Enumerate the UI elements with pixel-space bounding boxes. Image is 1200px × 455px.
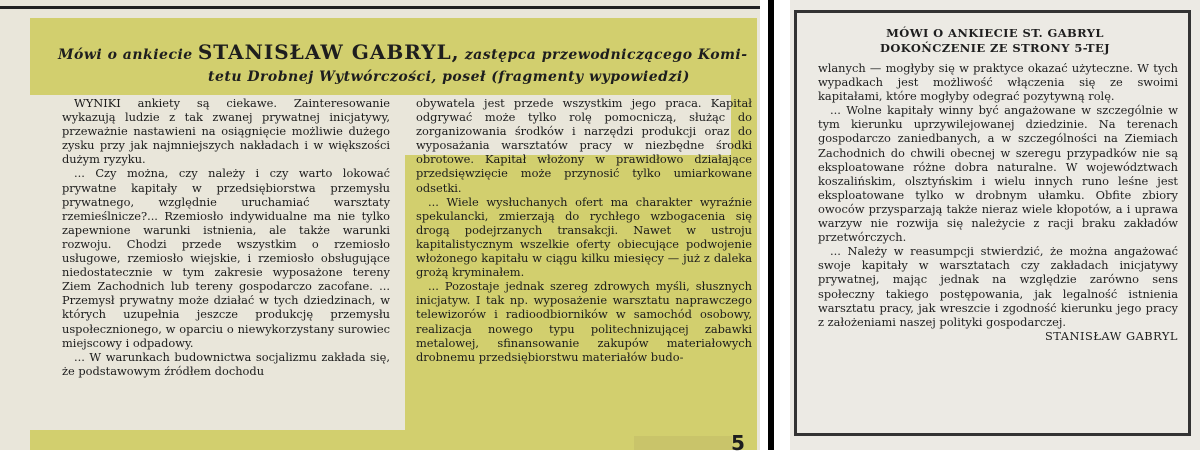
author-name: STANISŁAW GABRYL, [197,40,460,64]
author-signature: STANISŁAW GABRYL [1045,328,1178,343]
paragraph: ... Czy można, czy należy i czy warto lokować prywatne kapitały w przedsiębiorstwa przemysłu prywatnego, względnie uruchamiać warsztaty rzemieślnicze?... Rzemiosło indywidualne ma nie tylko zapewnione warunki istnienia, ale także warunki rozwoju. Chodzi przede wszystkim o rzemiosło usługowe, rzemiosło wiejskie, i rzemiosło obsługujące niedostatecznie w tym zakresie wyposażone tereny Ziem Zachodnich lub tereny gospodarczo zacofane. ... Przemysł prywatny może działać w tych dziedzinach, w których uzupełnia jeszcze produkcję przemysłu uspołecznionego, w oparciu o niewykorzystany surowiec miejscowy i odpadowy. [62,166,390,350]
right-page [790,0,1200,450]
gutter-divider [768,0,774,450]
header-line-1 [58,40,748,64]
paragraph: ... Pozostaje jednak szereg zdrowych myśli, słusznych inicjatyw. I tak np. wyposażenie warsztatu naprawczego telewizorów i radioodbiorników w samochód osobowy, realizacja nowego typu politechnizującej zabawki metalowej, sfinansowanie zakupów materiałowych drobnemu przedsiębiorstwu materiałów budo- [416,279,752,364]
header-line-2 [208,66,690,85]
paragraph: wlanych — mogłyby się w praktyce okazać użyteczne. W tych wypadkach jest możliwość włączenia się ze swoimi kapitałami, które mogłyby odegrać pozytywną rolę. [818,61,1178,104]
continuation-column [818,61,1178,343]
article-column-2 [416,96,752,364]
page-number: 5 [731,431,745,455]
paragraph: ... Wiele wysłuchanych ofert ma charakter wyraźnie spekulancki, zmierzają do rychłego wzbogacenia się drogą podejrzanych transakcji. Nawet w ustroju kapitalistycznym wszelkie oferty obiecujące podwojenie włożonego kapitału w ciągu kilku miesięcy — już z daleka grożą kryminałem. [416,194,752,280]
header-intro: Mówi o ankiecie [58,47,193,63]
paragraph: obywatela jest przede wszystkim jego praca. Kapitał odgrywać może tylko rolę pomocniczą, służąc do zorganizowania środków i narzędzi produkcji oraz do wyposażania warsztatów pracy w niezbędne środki obrotowe. Kapitał włożony w prawidłowo działające przedsięwzięcie może przynosić tylko umiarkowane odsetki. [416,96,752,195]
heading-subtitle: DOKOŃCZENIE ZE STRONY 5-TEJ [880,41,1110,55]
paragraph: ... W warunkach budownictwa socjalizmu zakłada się, że podstawowym źródłem dochodu [62,349,390,378]
gutter [760,0,790,450]
heading-title: MÓWI O ANKIECIE ST. GABRYL [886,26,1104,40]
continuation-heading [790,26,1200,56]
author-role: zastępca przewodniczącego Komi- [464,47,748,63]
top-rule [0,6,760,9]
author-role-cont: tetu Drobnej Wytwórczości, poseł (fragmenty wypowiedzi) [208,69,690,85]
paragraph: ... Należy w reasumpcji stwierdzić, że można angażować swoje kapitały w warsztatach czy zakładach inicjatywy prywatnej, mając jednak na względzie zarówno sens społeczny takiego postępowania, jak legalność istnienia warsztatu pracy, jak wreszcie i zgodność kierunku jego pracy z założeniami naszej polityki gospodarczej. [818,244,1178,329]
paragraph: ... Wolne kapitały winny być angażowane w szczególnie w tym kierunku uprzywilejowanej dziedzinie. Na terenach gospodarczo zaniedbanych, a w szczególności na Ziemiach Zachodnich do chwili obecnej w szeregu przypadków nie są eksploatowane różne dobra naturalne. W województwach koszalińskim, olsztyńskim i wielu innych runo leśne jest eksploatowane tylko w drobnym ułamku. Obfite zbiory owoców przysparzają także nieraz wiele kłopotów, a i uprawa warzyw nie rozwija się należycie z racji braku zakładów przetwórczych. [818,103,1178,245]
article-header [50,22,750,92]
article-column-1 [62,96,390,378]
folio-bar [634,436,732,450]
paragraph: WYNIKI ankiety są ciekawe. Zainteresowanie wykazują ludzie z tak zwanej prywatnej inicjatywy, przeważnie nastawieni na osiągnięcie możliwie dużego zysku przy jak najmniejszych nakładach i w większości dużym ryzyku. [62,96,390,167]
